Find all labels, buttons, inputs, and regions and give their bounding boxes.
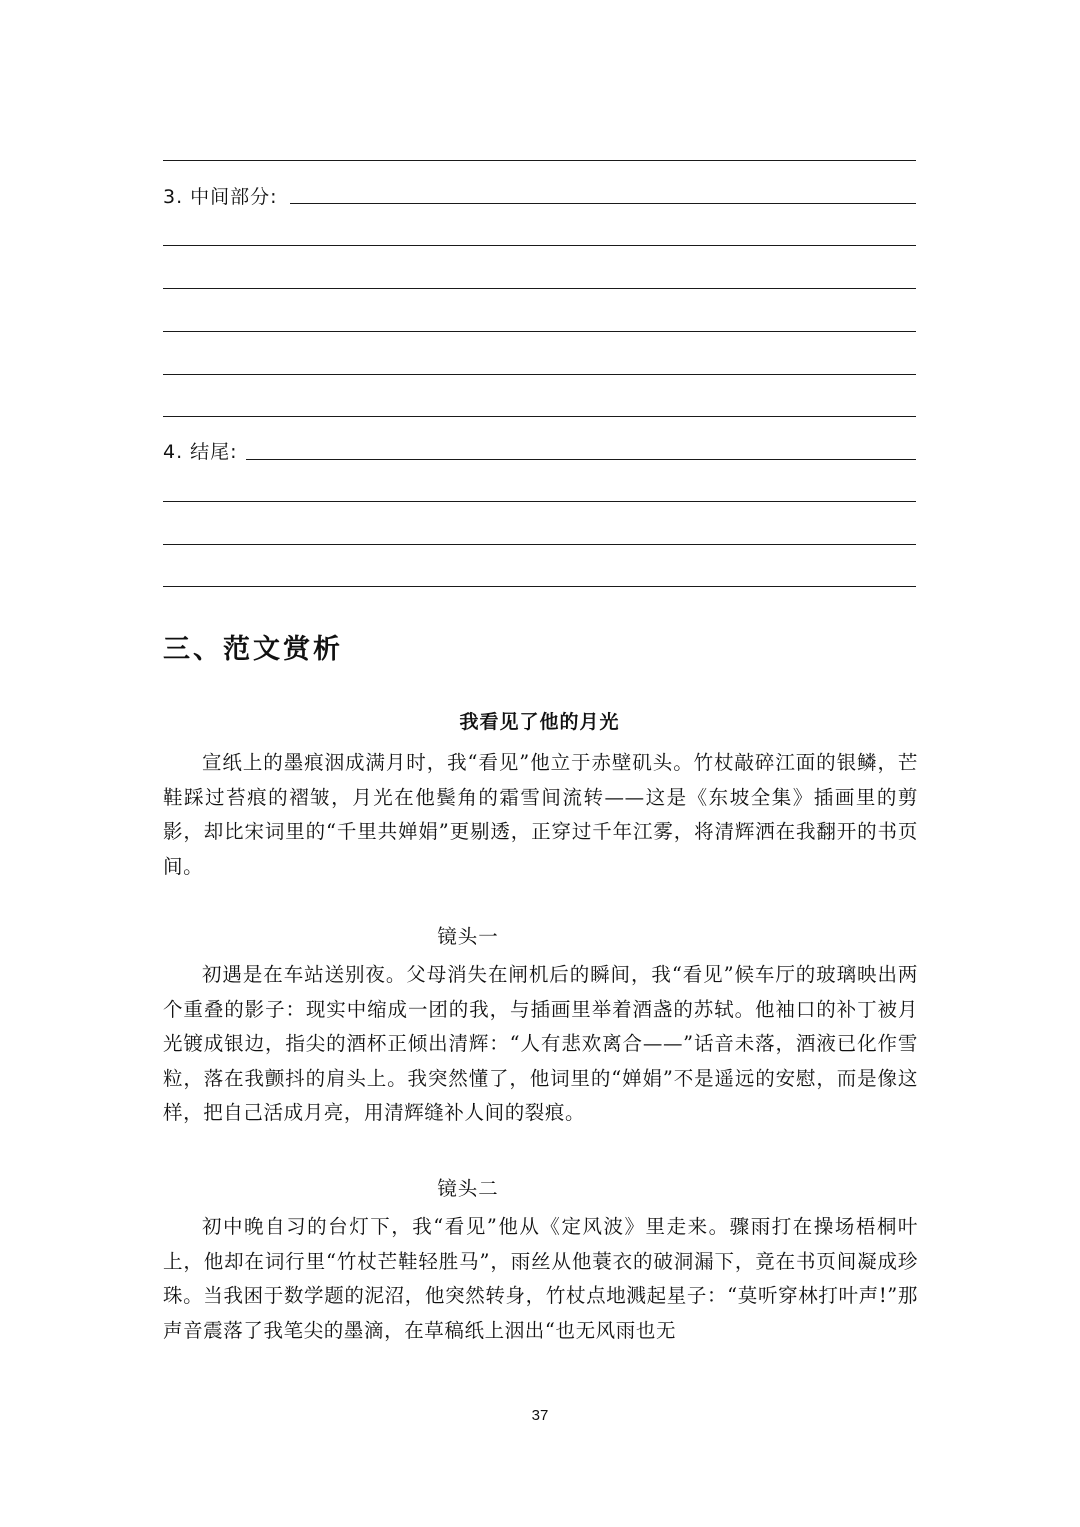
scene-one-paragraph: 初遇是在车站送别夜。父母消失在闸机后的瞬间，我“看见”候车厅的玻璃映出两个重叠的影子：现实中缩成一团的我，与插画里举着酒盏的苏轼。他袖口的补丁被月光镀成银边，指尖的酒杯正倾出清辉：“人有悲欢离合——”话音未落，酒液已化作雪粒，落在我颤抖的肩头上。我突然懂了，他词里的“婵娟”不是遥远的安慰，而是像这样，把自己活成月亮，用清辉缝补人间的裂痕。 xyxy=(163,963,918,1124)
writing-line xyxy=(163,586,916,587)
writing-line xyxy=(246,459,916,460)
writing-line xyxy=(163,416,916,417)
page-number: 37 xyxy=(531,1407,549,1424)
writing-line xyxy=(163,288,916,289)
writing-line xyxy=(163,331,916,332)
essay-title: 我看见了他的月光 xyxy=(459,711,620,733)
writing-line xyxy=(290,203,916,204)
essay-intro-paragraph: 宣纸上的墨痕洇成满月时，我“看见”他立于赤壁矶头。竹杖敲碎江面的银鳞，芒鞋踩过苔痕的褶皱，月光在他鬓角的霜雪间流转——这是《东坡全集》插画里的剪影，却比宋词里的“千里共婵娟”更剔透，正穿过千年江雾，将清辉洒在我翻开的书页间。 xyxy=(163,751,918,878)
scene-one-title: 镜头一 xyxy=(437,925,499,948)
writing-line xyxy=(163,544,916,545)
writing-line xyxy=(163,501,916,502)
writing-line xyxy=(163,374,916,375)
scene-two-paragraph: 初中晚自习的台灯下，我“看见”他从《定风波》里走来。骤雨打在操场梧桐叶上，他却在词行里“竹杖芒鞋轻胜马”，雨丝从他蓑衣的破洞漏下，竟在书页间凝成珍珠。当我困于数学题的泥沼，他突然转身，竹杖点地溅起星子：“莫听穿林打叶声!”那声音震落了我笔尖的墨滴，在草稿纸上洇出“也无风雨也无 xyxy=(163,1215,918,1342)
middle-section-label: 3. 中间部分: xyxy=(163,186,278,208)
writing-line xyxy=(163,245,916,246)
scene-two-title: 镜头二 xyxy=(437,1177,499,1200)
section-heading: 三、范文赏析 xyxy=(163,634,343,665)
writing-line xyxy=(163,160,916,161)
ending-section-label: 4. 结尾: xyxy=(163,441,238,463)
